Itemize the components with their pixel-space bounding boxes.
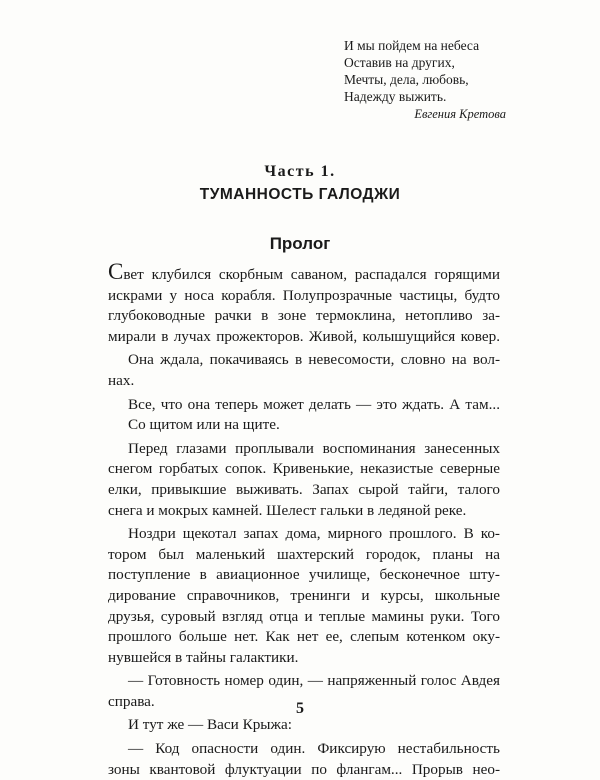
epigraph-line: Надежду выжить.	[344, 89, 447, 104]
text-line: тором был маленький шахтерский городок, планы на	[108, 545, 500, 563]
text-line: глубоководные рачки в зоне термоклина, нетопливо за-	[108, 307, 500, 325]
text-line: снегом горбатых сопок. Кривенькие, неказистые северные	[108, 460, 500, 478]
text-line: поступление в авиационное училище, бесконечное шту-	[108, 566, 500, 584]
text-line: мирали в лучах прожекторов. Живой, колышущийся ковер.	[108, 327, 500, 345]
text-line: — Код опасности один. Фиксирую нестабильность	[128, 740, 500, 758]
text-line: прошлого больше нет. Как нет ее, слепым котенком оку-	[108, 628, 500, 646]
part-subtitle: ТУМАННОСТЬ ГАЛОДЖИ	[199, 186, 401, 203]
epigraph-line: Оставив на других,	[344, 55, 455, 70]
text-line: друзья, суровый взгляд отца и теплые мамины руки. Того	[108, 607, 500, 625]
text-line: зоны квантовой флуктуации по флангам... Прорыв нео-	[108, 760, 500, 778]
chapter-title: Пролог	[269, 234, 331, 253]
text-line: елки, привыкшие выживать. Запах сырой тайги, талого	[108, 480, 500, 498]
text-line: Со щитом или на щите.	[128, 416, 280, 434]
text-line: справа.	[108, 692, 155, 710]
drop-cap: С	[108, 259, 124, 284]
epigraph	[344, 37, 514, 123]
text-line: Все, что она теперь может делать — это ждать. А там...	[128, 395, 500, 413]
text-line: искрами у носа корабля. Полупрозрачные частицы, будто	[108, 286, 500, 304]
epigraph-line: И мы пойдем на небеса	[344, 38, 480, 53]
text-line: Она ждала, покачиваясь в невесомости, словно на вол-	[128, 351, 500, 369]
page-number: 5	[296, 700, 304, 717]
text-line	[108, 259, 500, 286]
epigraph-line: Мечты, дела, любовь,	[344, 72, 469, 87]
text-line: нувшейся в тайны галактики.	[108, 648, 299, 666]
text-line: нах.	[108, 371, 135, 389]
text-line: Перед глазами проплывали воспоминания занесенных	[128, 439, 500, 457]
text-line: И тут же — Васи Крыжа:	[128, 716, 292, 734]
text-line: снега и мокрых камней. Шелест гальки в ледяной реке.	[108, 501, 467, 519]
text-line-rest: вет клубился скорбным саваном, распадался горящими	[123, 266, 500, 283]
text-line: дирование справочников, тренинги и курсы, школьные	[108, 586, 500, 604]
text-line: Ноздри щекотал запах дома, мирного прошлого. В ко-	[128, 525, 500, 543]
epigraph-author: Евгения Кретова	[414, 107, 506, 121]
text-line: — Готовность номер один, — напряженный голос Авдея	[128, 672, 500, 690]
part-title: Часть 1.	[264, 163, 336, 180]
